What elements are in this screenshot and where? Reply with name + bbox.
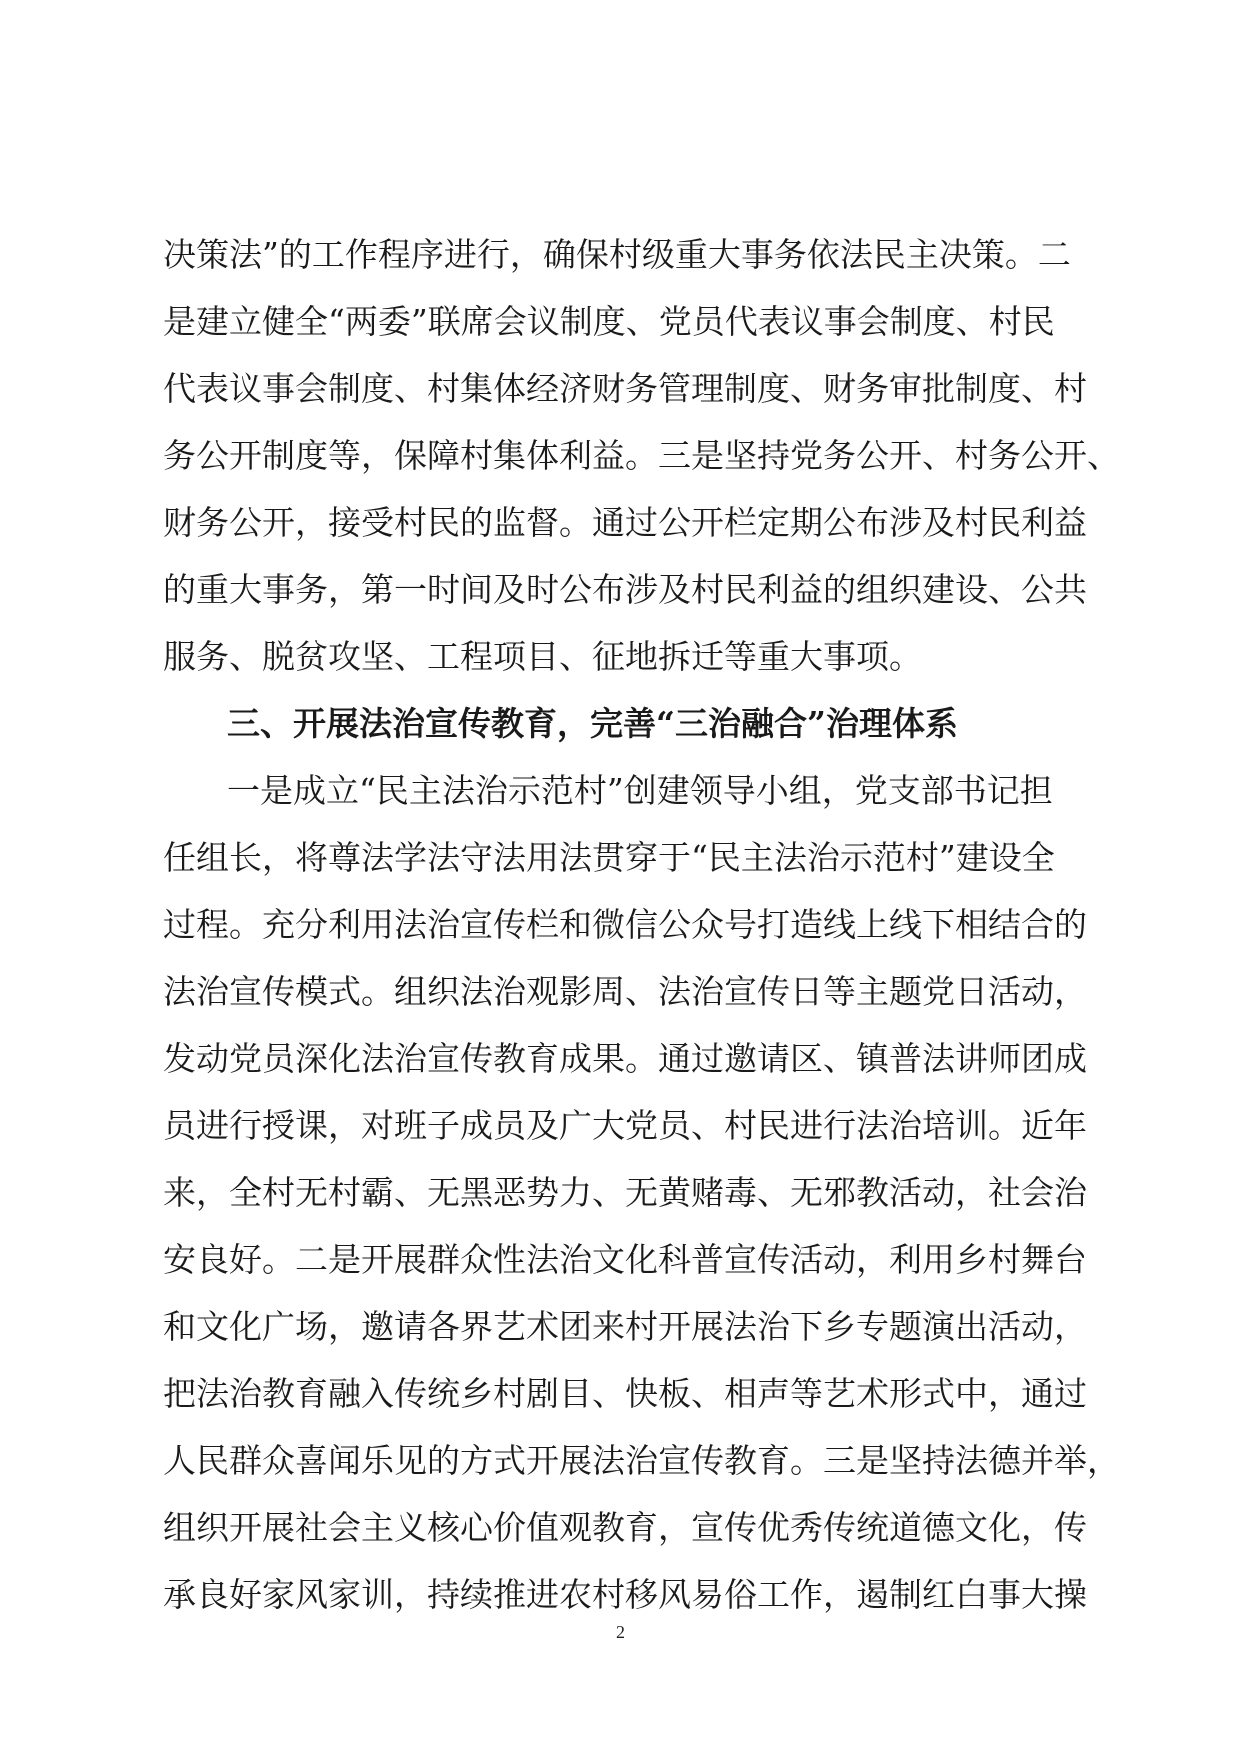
paragraph-line: 发动党员深化法治宣传教育成果。通过邀请区、镇普法讲师团成: [163, 1039, 1087, 1078]
paragraph-line: 是建立健全“两委”联席会议制度、党员代表议事会制度、村民: [163, 302, 1055, 341]
paragraph-line: 服务、脱贫攻坚、工程项目、征地拆迁等重大事项。: [163, 637, 922, 676]
paragraph-line: 过程。充分利用法治宣传栏和微信公众号打造线上线下相结合的: [163, 905, 1087, 944]
paragraph-line: 法治宣传模式。组织法治观影周、法治宣传日等主题党日活动，: [163, 972, 1087, 1011]
paragraph-line: 任组长，将尊法学法守法用法贯穿于“民主法治示范村”建设全: [163, 838, 1055, 877]
paragraph-line: 组织开展社会主义核心价值观教育，宣传优秀传统道德文化，传: [163, 1508, 1087, 1547]
paragraph-line: 代表议事会制度、村集体经济财务管理制度、财务审批制度、村: [163, 369, 1087, 408]
paragraph-line: 决策法”的工作程序进行，确保村级重大事务依法民主决策。二: [163, 235, 1071, 274]
page-number: 2: [616, 1622, 625, 1642]
section-heading: 三、开展法治宣传教育，完善“三治融合”治理体系: [227, 704, 958, 743]
paragraph-line: 安良好。二是开展群众性法治文化科普宣传活动，利用乡村舞台: [163, 1240, 1087, 1279]
paragraph-line: 的重大事务，第一时间及时公布涉及村民利益的组织建设、公共: [163, 570, 1087, 609]
paragraph-line: 务公开制度等，保障村集体利益。三是坚持党务公开、村务公开、: [163, 436, 1120, 475]
paragraph-line: 把法治教育融入传统乡村剧目、快板、相声等艺术形式中，通过: [163, 1374, 1087, 1413]
paragraph-line: 来，全村无村霸、无黑恶势力、无黄赌毒、无邪教活动，社会治: [163, 1173, 1087, 1212]
paragraph-line: 一是成立“民主法治示范村”创建领导小组，党支部书记担: [227, 771, 1053, 810]
paragraph-line: 员进行授课，对班子成员及广大党员、村民进行法治培训。近年: [163, 1106, 1087, 1145]
paragraph-line: 财务公开，接受村民的监督。通过公开栏定期公布涉及村民利益: [163, 503, 1087, 542]
paragraph-line: 和文化广场，邀请各界艺术团来村开展法治下乡专题演出活动，: [163, 1307, 1087, 1346]
paragraph-line: 人民群众喜闻乐见的方式开展法治宣传教育。三是坚持法德并举，: [163, 1441, 1120, 1480]
paragraph-line: 承良好家风家训，持续推进农村移风易俗工作，遏制红白事大操: [163, 1575, 1087, 1614]
